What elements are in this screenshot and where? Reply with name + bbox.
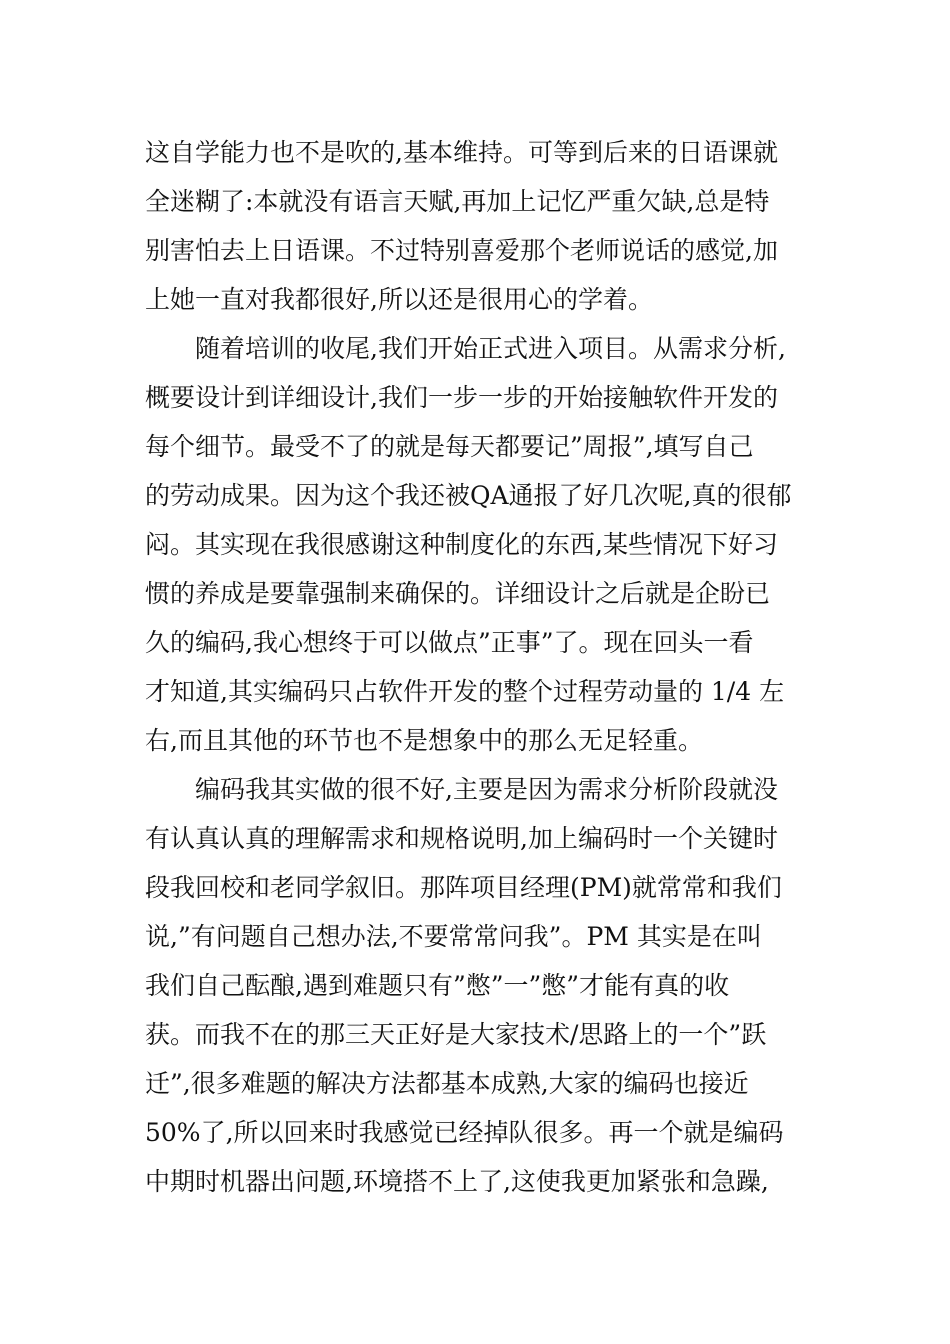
- text-line: 才知道,其实编码只占软件开发的整个过程劳动量的 1/4 左: [145, 677, 785, 706]
- text-line: 别害怕去上日语课。不过特别喜爱那个老师说话的感觉,加: [145, 236, 778, 265]
- text-line: 全迷糊了:本就没有语言天赋,再加上记忆严重欠缺,总是特: [145, 187, 770, 216]
- text-line: 中期时机器出问题,环境搭不上了,这使我更加紧张和急躁,: [145, 1167, 769, 1196]
- text-line: 我们自己酝酿,遇到难题只有”憋”一”憋”才能有真的收: [145, 971, 730, 1000]
- text-line: 惯的养成是要靠强制来确保的。详细设计之后就是企盼已: [145, 579, 771, 608]
- text-line: 有认真认真的理解需求和规格说明,加上编码时一个关键时: [145, 824, 778, 853]
- body-text: [145, 128, 810, 1206]
- text-line: 说,”有问题自己想办法,不要常常问我”。PM 其实是在叫: [145, 922, 762, 951]
- text-line: 段我回校和老同学叙旧。那阵项目经理(PM)就常常和我们: [145, 873, 782, 902]
- text-line: 右,而且其他的环节也不是想象中的那么无足轻重。: [145, 726, 703, 755]
- text-line: 迁”,很多难题的解决方法都基本成熟,大家的编码也接近: [145, 1069, 749, 1098]
- text-line: 概要设计到详细设计,我们一步一步的开始接触软件开发的: [145, 383, 778, 412]
- text-line: 获。而我不在的那三天正好是大家技术/思路上的一个”跃: [145, 1020, 767, 1049]
- text-line: 50%了,所以回来时我感觉已经掉队很多。再一个就是编码: [145, 1118, 784, 1147]
- text-line: 上她一直对我都很好,所以还是很用心的学着。: [145, 285, 653, 314]
- text-line: 这自学能力也不是吹的,基本维持。可等到后来的日语课就: [145, 138, 778, 167]
- text-line: 随着培训的收尾,我们开始正式进入项目。从需求分析,: [145, 334, 786, 363]
- text-line: 的劳动成果。因为这个我还被QA通报了好几次呢,真的很郁: [145, 481, 792, 510]
- text-line: 久的编码,我心想终于可以做点”正事”了。现在回头一看: [145, 628, 754, 657]
- text-line: 每个细节。最受不了的就是每天都要记”周报”,填写自己: [145, 432, 754, 461]
- text-line: 闷。其实现在我很感谢这种制度化的东西,某些情况下好习: [145, 530, 778, 559]
- text-line: 编码我其实做的很不好,主要是因为需求分析阶段就没: [145, 775, 778, 804]
